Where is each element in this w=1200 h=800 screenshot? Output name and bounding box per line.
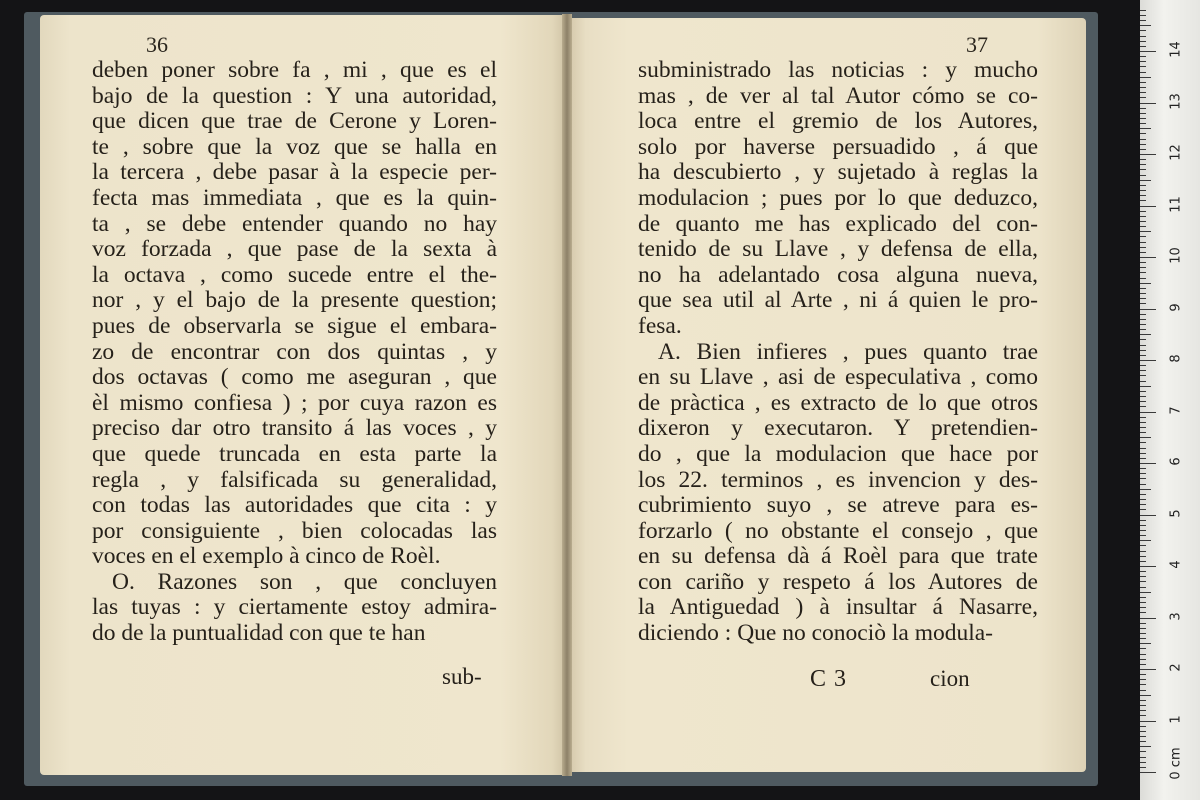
ruler-tick <box>1140 499 1146 500</box>
text-line: tenido de su Llave , y defensa de ella, <box>638 236 1038 263</box>
ruler-tick <box>1140 278 1146 279</box>
ruler-tick <box>1140 545 1146 546</box>
left-page-number: 36 <box>146 32 168 57</box>
ruler-tick <box>1140 638 1146 639</box>
ruler-tick <box>1140 334 1151 335</box>
ruler-tick <box>1140 118 1146 119</box>
text-line: en su defensa dà á Roèl para que trate <box>638 543 1038 570</box>
text-line: bajo de la question : Y una autoridad, <box>92 82 497 109</box>
ruler-tick <box>1140 731 1146 732</box>
ruler-tick <box>1140 25 1151 26</box>
ruler-tick <box>1140 200 1146 201</box>
ruler-tick <box>1140 365 1146 366</box>
ruler-tick <box>1140 221 1146 222</box>
ruler-mark-label: 14 <box>1168 41 1184 58</box>
ruler-tick <box>1140 180 1151 181</box>
text-line: fecta mas immediata , que es la quin- <box>92 184 497 211</box>
ruler-tick <box>1140 736 1146 737</box>
ruler-tick <box>1140 576 1146 577</box>
ruler-tick <box>1140 20 1146 21</box>
ruler-tick <box>1140 36 1146 37</box>
text-line: deben poner sobre fa , mi , que es el <box>92 57 497 83</box>
ruler-mark-label: 6 <box>1168 457 1184 466</box>
right-catchword: cion <box>930 666 970 691</box>
ruler-tick <box>1140 437 1151 438</box>
ruler-tick <box>1140 401 1146 402</box>
ruler-mark-label: 4 <box>1168 560 1184 569</box>
ruler-tick <box>1140 190 1146 191</box>
ruler-tick <box>1140 612 1146 613</box>
ruler-mark-label: 5 <box>1168 508 1184 518</box>
ruler-tick <box>1140 272 1146 273</box>
text-line: èl mismo confiesa ) ; por cuya razon es <box>92 389 497 416</box>
text-line: dixeron y executaron. Y pretendien- <box>638 415 1038 442</box>
ruler-tick <box>1140 206 1156 207</box>
ruler-tick <box>1140 30 1146 31</box>
text-line: subministrado las noticias : y mucho <box>638 57 1038 83</box>
text-line: cubrimiento suyo , se atreve para es- <box>638 492 1038 519</box>
ruler-tick <box>1140 72 1146 73</box>
ruler-tick <box>1140 726 1146 727</box>
ruler-tick <box>1140 133 1146 134</box>
ruler-tick <box>1140 463 1156 464</box>
ruler-tick <box>1140 690 1146 691</box>
ruler-tick <box>1140 82 1146 83</box>
ruler-tick <box>1140 710 1146 711</box>
ruler-tick <box>1140 679 1146 680</box>
ruler-tick <box>1140 283 1151 284</box>
ruler-tick <box>1140 504 1146 505</box>
ruler-tick <box>1140 103 1156 104</box>
ruler-tick <box>1140 128 1151 129</box>
ruler-tick <box>1140 767 1146 768</box>
ruler-tick <box>1140 41 1146 42</box>
ruler-mark-label: 8 <box>1168 354 1184 363</box>
book-gutter <box>562 14 572 776</box>
ruler-tick <box>1140 391 1146 392</box>
ruler-tick <box>1140 375 1146 376</box>
ruler-tick <box>1140 92 1146 93</box>
ruler-tick <box>1140 700 1146 701</box>
ruler-tick <box>1140 97 1146 98</box>
ruler-tick <box>1140 442 1146 443</box>
ruler-tick <box>1140 396 1146 397</box>
ruler-tick <box>1140 309 1156 310</box>
ruler-tick <box>1140 15 1146 16</box>
ruler-tick <box>1140 56 1146 57</box>
left-catchword: sub- <box>442 664 482 689</box>
left-page-text <box>92 58 497 647</box>
right-page-number: 37 <box>966 32 988 57</box>
text-line: ha descubierto , y sujetado à reglas la <box>638 159 1038 186</box>
right-page-text <box>638 58 1038 647</box>
ruler-tick <box>1140 339 1146 340</box>
text-line: voz forzada , que pase de la sexta à <box>92 236 497 263</box>
text-line: te , sobre que la voz que se halla en <box>92 133 497 160</box>
text-line: fesa. <box>638 312 682 339</box>
text-line: la Antiguedad ) à insultar á Nasarre, <box>638 594 1038 621</box>
ruler-tick <box>1140 659 1146 660</box>
text-line: las tuyas : y ciertamente estoy admira- <box>92 594 497 621</box>
ruler-tick <box>1140 648 1146 649</box>
ruler-tick <box>1140 618 1156 619</box>
ruler-tick <box>1140 669 1156 670</box>
text-line: modulacion ; pues por lo que deduzco, <box>638 184 1038 211</box>
text-line: voces en el exemplo à cinco de Roèl. <box>92 543 441 570</box>
ruler-tick <box>1140 211 1146 212</box>
ruler-tick <box>1140 762 1146 763</box>
text-line: mas , de ver al tal Autor cómo se co- <box>638 82 1038 109</box>
text-line: con todas las autoridades que cita : y <box>92 492 497 519</box>
ruler-tick <box>1140 597 1146 598</box>
ruler-tick <box>1140 66 1146 67</box>
text-line: diciendo : Que no conociò la modula- <box>638 620 994 647</box>
text-line: A. Bien infieres , pues quanto trae <box>658 338 1038 365</box>
ruler-tick <box>1140 355 1146 356</box>
ruler-tick <box>1140 412 1156 413</box>
ruler-tick <box>1140 216 1146 217</box>
measurement-ruler <box>1140 0 1200 800</box>
ruler-mark-label: 13 <box>1168 92 1184 110</box>
ruler-tick <box>1140 741 1146 742</box>
ruler-tick <box>1140 164 1146 165</box>
text-line: la tercera , debe pasar à la especie per- <box>92 159 497 186</box>
ruler-tick <box>1140 46 1146 47</box>
ruler-mark-label: 11 <box>1168 195 1184 213</box>
ruler-tick <box>1140 520 1146 521</box>
ruler-tick <box>1140 556 1146 557</box>
ruler-tick <box>1140 643 1151 644</box>
ruler-mark-label: 3 <box>1168 611 1184 621</box>
ruler-tick <box>1140 489 1151 490</box>
ruler-tick <box>1140 360 1156 361</box>
ruler-tick <box>1140 123 1146 124</box>
ruler-mark-label: 10 <box>1168 247 1184 264</box>
ruler-tick <box>1140 422 1146 423</box>
ruler-tick <box>1140 381 1146 382</box>
ruler-tick <box>1140 530 1146 531</box>
ruler-tick <box>1140 664 1146 665</box>
ruler-tick <box>1140 581 1146 582</box>
ruler-tick <box>1140 458 1146 459</box>
text-line: dos octavas ( como me aseguran , que <box>92 364 497 391</box>
ruler-tick <box>1140 674 1146 675</box>
ruler-tick <box>1140 623 1146 624</box>
ruler-tick <box>1140 406 1146 407</box>
ruler-tick <box>1140 432 1146 433</box>
ruler-tick <box>1140 654 1146 655</box>
ruler-tick <box>1140 108 1146 109</box>
ruler-tick <box>1140 236 1146 237</box>
ruler-tick <box>1140 231 1151 232</box>
ruler-tick <box>1140 746 1151 747</box>
ruler-tick <box>1140 540 1151 541</box>
text-line: con cariño y respeto á los Autores de <box>638 568 1038 595</box>
ruler-tick <box>1140 370 1146 371</box>
ruler-tick <box>1140 267 1146 268</box>
ruler-tick <box>1140 494 1146 495</box>
ruler-tick <box>1140 607 1146 608</box>
ruler-tick <box>1140 113 1146 114</box>
ruler-tick <box>1140 51 1156 52</box>
text-line: do de la puntualidad con que te han <box>92 620 426 647</box>
ruler-tick <box>1140 551 1146 552</box>
ruler-tick <box>1140 252 1146 253</box>
ruler-tick <box>1140 159 1146 160</box>
ruler-tick <box>1140 751 1146 752</box>
ruler-tick <box>1140 195 1146 196</box>
ruler-tick <box>1140 705 1146 706</box>
ruler-tick <box>1140 10 1146 11</box>
ruler-tick <box>1140 468 1146 469</box>
ruler-tick <box>1140 149 1146 150</box>
text-line: forzarlo ( no obstante el consejo , que <box>638 517 1038 544</box>
ruler-tick <box>1140 721 1156 722</box>
ruler-mark-label: 9 <box>1168 302 1184 312</box>
ruler-tick <box>1140 453 1146 454</box>
text-line: los 22. terminos , es invencion y des- <box>638 466 1038 493</box>
ruler-tick <box>1140 525 1146 526</box>
ruler-tick <box>1140 633 1146 634</box>
text-line: ta , se debe entender quando no hay <box>92 210 497 237</box>
ruler-tick <box>1140 592 1151 593</box>
ruler-tick <box>1140 757 1146 758</box>
ruler-tick <box>1140 139 1146 140</box>
text-line: de pràctica , es extracto de lo que otros <box>638 389 1038 416</box>
ruler-tick <box>1140 262 1146 263</box>
ruler-tick <box>1140 535 1146 536</box>
ruler-tick <box>1140 602 1146 603</box>
ruler-tick <box>1140 587 1146 588</box>
ruler-tick <box>1140 314 1146 315</box>
ruler-tick <box>1140 386 1151 387</box>
text-line: zo de encontrar con dos quintas , y <box>92 338 497 365</box>
text-line: preciso dar otro transito á las voces , y <box>92 415 497 442</box>
ruler-tick <box>1140 427 1146 428</box>
ruler-tick <box>1140 566 1156 567</box>
ruler-tick <box>1140 242 1146 243</box>
ruler-tick <box>1140 288 1146 289</box>
text-line: loca entre el gremio de los Autores, <box>638 108 1038 135</box>
ruler-tick <box>1140 226 1146 227</box>
ruler-tick <box>1140 484 1146 485</box>
ruler-tick <box>1140 350 1146 351</box>
text-line: nor , y el bajo de la presente question; <box>92 287 497 314</box>
ruler-tick <box>1140 515 1156 516</box>
ruler-tick <box>1140 154 1156 155</box>
text-line: la octava , como sucede entre el the- <box>92 261 497 288</box>
text-line: que dicen que trae de Cerone y Loren- <box>92 108 497 135</box>
ruler-mark-label: 2 <box>1168 663 1184 672</box>
ruler-tick <box>1140 715 1146 716</box>
ruler-tick <box>1140 478 1146 479</box>
text-line: por consiguiente , bien colocadas las <box>92 517 497 544</box>
ruler-tick <box>1140 417 1146 418</box>
ruler-tick <box>1140 329 1146 330</box>
ruler-tick <box>1140 561 1146 562</box>
ruler-tick <box>1140 772 1156 773</box>
ruler-tick <box>1140 303 1146 304</box>
ruler-tick <box>1140 175 1146 176</box>
ruler-tick <box>1140 324 1146 325</box>
text-line: no ha adelantado cosa alguna nueva, <box>638 261 1038 288</box>
ruler-tick <box>1140 247 1146 248</box>
ruler-tick <box>1140 628 1146 629</box>
ruler-tick <box>1140 77 1151 78</box>
ruler-mark-label: 1 <box>1168 714 1184 724</box>
text-line: O. Razones son , que concluyen <box>112 568 497 595</box>
ruler-tick <box>1140 257 1156 258</box>
text-line: que quede truncada en esta parte la <box>92 440 497 467</box>
ruler-tick <box>1140 87 1146 88</box>
ruler-tick <box>1140 509 1146 510</box>
ruler-tick <box>1140 695 1151 696</box>
text-line: do , que la modulacion que hace por <box>638 440 1038 467</box>
ruler-tick <box>1140 144 1146 145</box>
ruler-tick <box>1140 298 1146 299</box>
ruler-tick <box>1140 169 1146 170</box>
ruler-tick <box>1140 185 1146 186</box>
ruler-unit-label: 0 cm <box>1168 747 1184 780</box>
ruler-tick <box>1140 473 1146 474</box>
signature-mark: C 3 <box>810 666 848 692</box>
ruler-tick <box>1140 448 1146 449</box>
text-line: regla , y falsificada su generalidad, <box>92 466 497 493</box>
ruler-mark-label: 7 <box>1168 405 1184 415</box>
text-line: pues de observarla se sigue el embara- <box>92 312 497 339</box>
ruler-mark-label: 12 <box>1168 144 1184 161</box>
ruler-tick <box>1140 293 1146 294</box>
text-line: en su Llave , asi de especulativa , como <box>638 364 1038 391</box>
ruler-tick <box>1140 61 1146 62</box>
ruler-tick <box>1140 684 1146 685</box>
ruler-tick <box>1140 345 1146 346</box>
text-line: de quanto me has explicado del con- <box>638 210 1038 237</box>
ruler-tick <box>1140 571 1146 572</box>
text-line: que sea util al Arte , ni á quien le pro- <box>638 287 1038 314</box>
ruler-tick <box>1140 319 1146 320</box>
text-line: solo por haverse persuadido , á que <box>638 133 1038 160</box>
